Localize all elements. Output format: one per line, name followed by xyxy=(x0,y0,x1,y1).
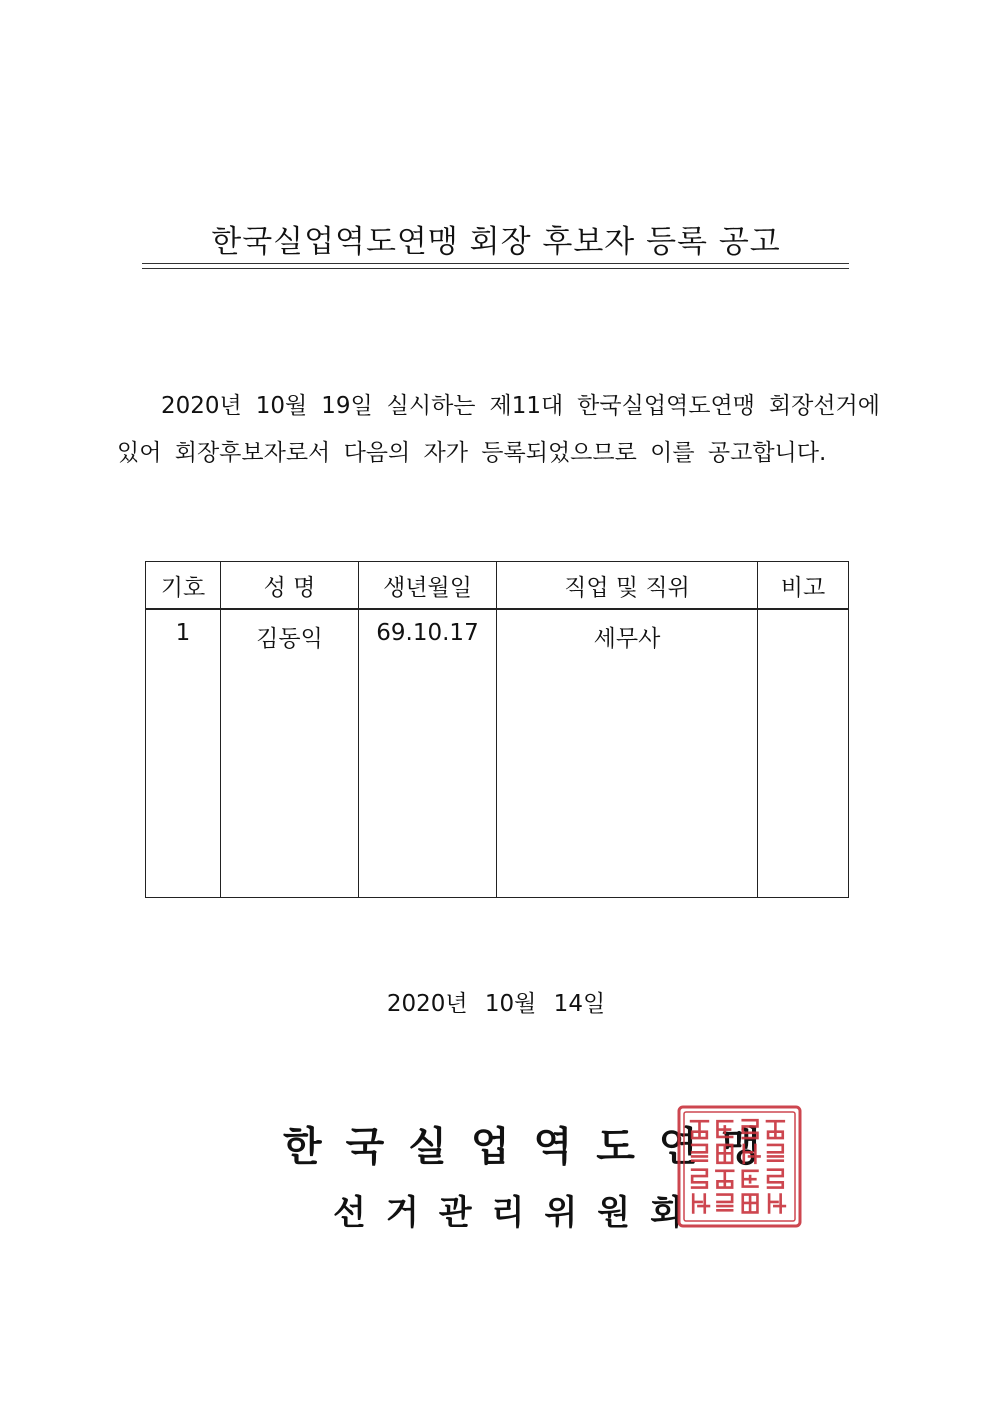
seal-glyph xyxy=(717,1121,732,1137)
seal-glyph xyxy=(769,1195,785,1213)
title-double-rule xyxy=(142,263,849,269)
seal-glyph xyxy=(744,1145,760,1163)
cell-name: 김동익 xyxy=(221,609,359,898)
cell-occupation: 세무사 xyxy=(497,609,758,898)
header-name: 성 명 xyxy=(221,562,359,610)
seal-glyph xyxy=(768,1145,783,1161)
cell-birth-date: 69.10.17 xyxy=(359,609,497,898)
candidate-table xyxy=(145,561,849,898)
table-header-row xyxy=(146,562,849,610)
issue-date: 2020년 10월 14일 xyxy=(386,991,606,1017)
header-number: 기호 xyxy=(146,562,221,610)
issuer-committee: 선거관리위원회 xyxy=(333,1193,703,1233)
seal-glyph xyxy=(717,1195,732,1211)
header-birth-date: 생년월일 xyxy=(359,562,497,610)
seal-glyph xyxy=(743,1120,758,1138)
seal-glyph xyxy=(767,1121,784,1138)
cell-remarks xyxy=(758,609,849,898)
table-row xyxy=(146,609,849,898)
header-occupation: 직업 및 직위 xyxy=(497,562,758,610)
cell-number: 1 xyxy=(146,609,221,898)
seal-glyph xyxy=(692,1145,707,1161)
issuer-organization: 한국실업역도연맹 xyxy=(283,1123,785,1170)
seal-glyph xyxy=(743,1171,758,1187)
seal-glyph xyxy=(692,1170,707,1188)
seal-glyph xyxy=(693,1195,709,1213)
seal-glyph xyxy=(716,1171,733,1188)
announcement-text: 2020년 10월 19일 실시하는 제11대 한국실업역도연맹 회장선거에 있어 회장후보자로서 다음의 자가 등록되었으므로 이를 공고합니다. xyxy=(117,393,880,466)
header-remarks: 비고 xyxy=(758,562,849,610)
seal-glyph xyxy=(691,1121,708,1138)
seal-glyph xyxy=(768,1170,783,1188)
seal-glyph xyxy=(717,1145,732,1163)
document-title: 한국실업역도연맹 회장 후보자 등록 공고 xyxy=(211,224,781,260)
seal-glyph xyxy=(743,1195,758,1213)
official-seal-stamp xyxy=(676,1104,803,1229)
